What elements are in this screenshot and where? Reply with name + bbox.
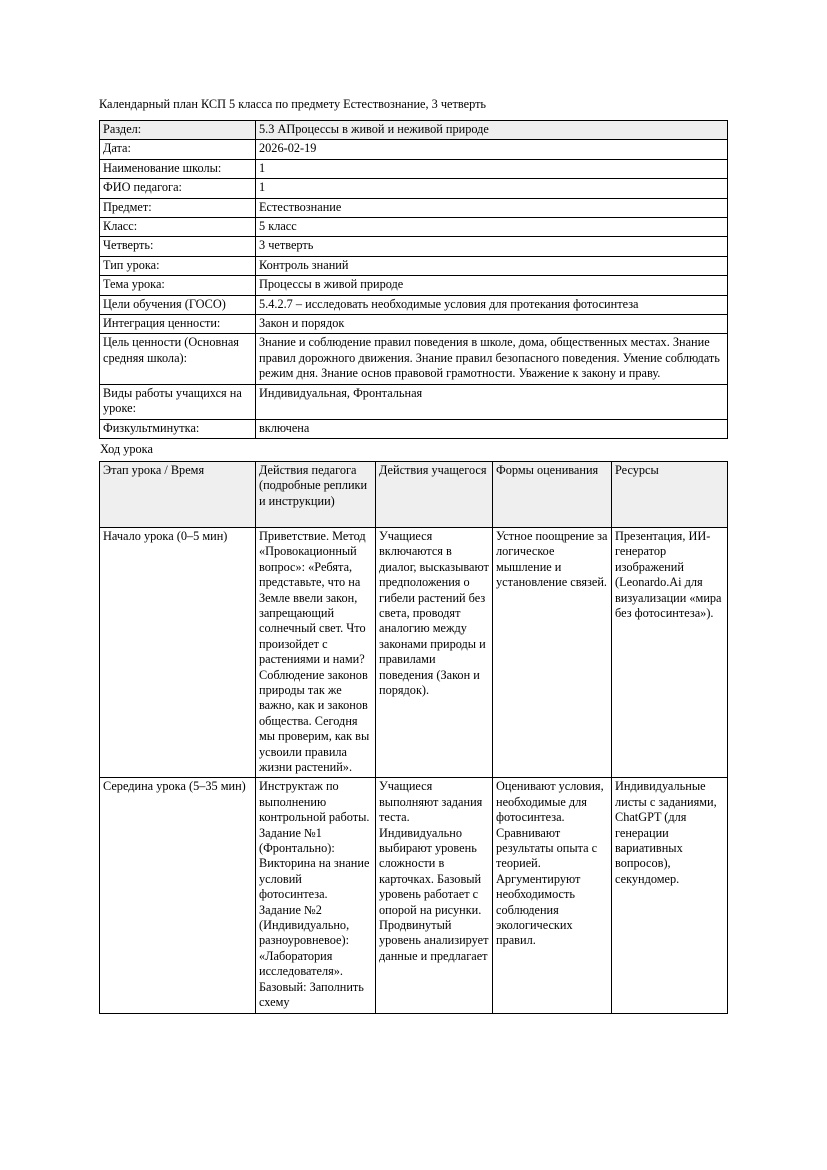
info-value: 3 четверть: [256, 237, 728, 256]
info-value: 1: [256, 179, 728, 198]
info-label: Виды работы учащихся на уроке:: [100, 384, 256, 419]
table-row: [100, 218, 728, 237]
column-header-stage: Этап урока / Время: [100, 461, 256, 527]
info-label: Четверть:: [100, 237, 256, 256]
page-content: [99, 96, 727, 1014]
lesson-flow-label: Ход урока: [100, 441, 153, 456]
table-row: [100, 237, 728, 256]
cell-teacher-actions: Приветствие. Метод «Провокационный вопрос»: «Ребята, представьте, что на Земле ввели закон, запрещающий солнечный свет. Что произойдет с растениями и нами? Соблюдение законов природы так же важно, как и законов общества. Сегодня мы проверим, как вы усвоили правила жизни растений».: [256, 527, 376, 778]
table-row: [100, 179, 728, 198]
cell-stage: Начало урока (0–5 мин): [100, 527, 256, 778]
cell-teacher-actions: Инструктаж по выполнению контрольной работы. Задание №1 (Фронтально): Викторина на знание условий фотосинтеза. Задание №2 (Индивидуально, разноуровневое): «Лаборатория исследователя». Базовый: Заполнить схему: [256, 778, 376, 1013]
lesson-flow-table: [99, 461, 728, 1014]
table-row: [100, 527, 728, 778]
info-value: Знание и соблюдение правил поведения в школе, дома, общественных местах. Знание правил дорожного движения. Знание правил безопасного поведения. Умение соблюдать режим дня. Знание основ правовой грамотности. Уважение к закону и праву.: [256, 334, 728, 384]
table-header-row: [100, 461, 728, 527]
info-label: Цель ценности (Основная средняя школа):: [100, 334, 256, 384]
column-header-teacher-actions: Действия педагога (подробные реплики и инструкции): [256, 461, 376, 527]
table-row: [100, 419, 728, 438]
info-value: включена: [256, 419, 728, 438]
column-header-student-actions: Действия учащегося: [376, 461, 493, 527]
column-header-resources: Ресурсы: [612, 461, 728, 527]
lesson-info-table: [99, 120, 728, 439]
table-row: [100, 384, 728, 419]
info-label: Наименование школы:: [100, 159, 256, 178]
info-value: 5.4.2.7 – исследовать необходимые условия для протекания фотосинтеза: [256, 295, 728, 314]
info-label: Физкультминутка:: [100, 419, 256, 438]
table-row: [100, 778, 728, 1013]
info-value: Индивидуальная, Фронтальная: [256, 384, 728, 419]
table-row: [100, 276, 728, 295]
info-label: Дата:: [100, 140, 256, 159]
table-row: [100, 159, 728, 178]
info-value: 1: [256, 159, 728, 178]
cell-resources: Индивидуальные листы с заданиями, ChatGPT (для генерации вариативных вопросов), секундомер.: [612, 778, 728, 1013]
cell-assessment-forms: Оценивают условия, необходимые для фотосинтеза. Сравнивают результаты опыта с теорией. Аргументируют необходимость соблюдения экологических правил.: [493, 778, 612, 1013]
info-value: Процессы в живой природе: [256, 276, 728, 295]
info-label: Предмет:: [100, 198, 256, 217]
table-row: [100, 315, 728, 334]
column-header-assessment-forms: Формы оценивания: [493, 461, 612, 527]
info-label: Интеграция ценности:: [100, 315, 256, 334]
table-row: [100, 198, 728, 217]
table-row: [100, 256, 728, 275]
table-row: [100, 121, 728, 140]
info-label: ФИО педагога:: [100, 179, 256, 198]
table-row: [100, 295, 728, 314]
info-value: 5 класс: [256, 218, 728, 237]
info-label: Цели обучения (ГОСО): [100, 295, 256, 314]
cell-student-actions: Учащиеся выполняют задания теста. Индивидуально выбирают уровень сложности в карточках. Базовый уровень работает с опорой на рисунки. Продвинутый уровень анализирует данные и предлагает: [376, 778, 493, 1013]
info-value: 5.3 АПроцессы в живой и неживой природе: [256, 121, 728, 140]
info-label: Тема урока:: [100, 276, 256, 295]
cell-resources: Презентация, ИИ-генератор изображений (Leonardo.Ai для визуализации «мира без фотосинтеза»).: [612, 527, 728, 778]
cell-assessment-forms: Устное поощрение за логическое мышление и установление связей.: [493, 527, 612, 778]
info-value: 2026-02-19: [256, 140, 728, 159]
lesson-flow-body: [100, 527, 728, 1013]
info-value: Закон и порядок: [256, 315, 728, 334]
page-title: Календарный план КСП 5 класса по предмету Естествознание, 3 четверть: [99, 97, 487, 111]
info-value: Естествознание: [256, 198, 728, 217]
info-label: Класс:: [100, 218, 256, 237]
table-row: [100, 140, 728, 159]
cell-stage: Середина урока (5–35 мин): [100, 778, 256, 1013]
cell-student-actions: Учащиеся включаются в диалог, высказывают предположения о гибели растений без света, проводят аналогию между законами природы и правилами поведения (Закон и порядок).: [376, 527, 493, 778]
lesson-info-body: [100, 121, 728, 439]
info-label: Раздел:: [100, 121, 256, 140]
info-label: Тип урока:: [100, 256, 256, 275]
info-value: Контроль знаний: [256, 256, 728, 275]
lesson-flow-header: [100, 461, 728, 527]
table-row: [100, 334, 728, 384]
